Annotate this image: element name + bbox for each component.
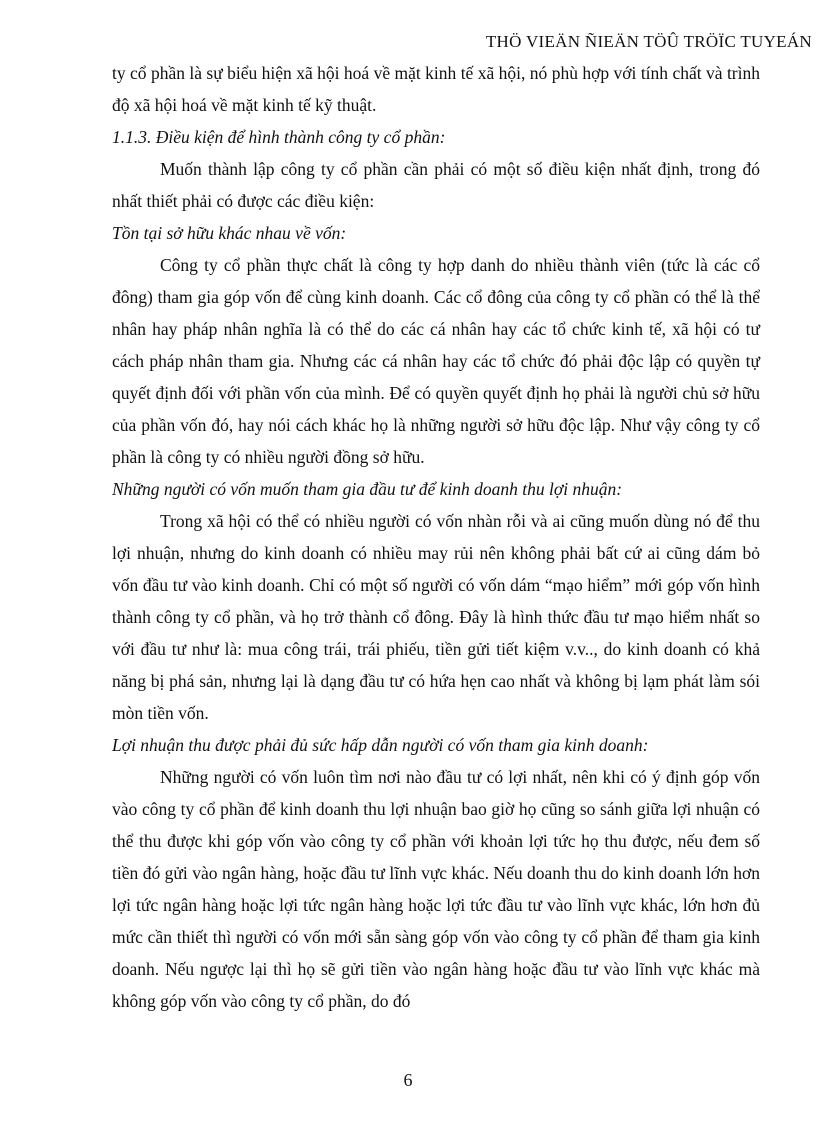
- page-number: 6: [403, 1070, 413, 1090]
- paragraph: Những người có vốn luôn tìm nơi nào đầu tư có lợi nhất, nên khi có ý định góp vốn vào công ty cổ phần để kinh doanh thu lợi nhuận bao giờ họ cũng so sánh giữa lợi nhuận có thể thu được khi góp vốn vào công ty cổ phần với khoản lợi tức họ thu được, nếu đem số tiền đó gửi vào ngân hàng, hoặc đầu tư lĩnh vực khác. Nếu doanh thu do kinh doanh lớn hơn lợi tức ngân hàng hoặc lợi tức ngân hàng hoặc lợi tức đầu tư vào lĩnh vực khác, lớn hơn đủ mức cần thiết thì người có vốn mới sẵn sàng góp vốn vào công ty cổ phần để tham gia kinh doanh. Nếu ngược lại thì họ sẽ gửi tiền vào ngân hàng hoặc đầu tư vào lĩnh vực khác mà không góp vốn vào công ty cổ phần, do đó: [112, 767, 760, 1011]
- section-heading: 1.1.3. Điều kiện để hình thành công ty cổ phần:: [112, 127, 446, 147]
- paragraph-continuation: ty cổ phần là sự biểu hiện xã hội hoá về mặt kinh tế xã hội, nó phù hợp với tính chất và trình độ xã hội hoá về mặt kinh tế kỹ thuật.: [112, 63, 760, 115]
- paragraph: Trong xã hội có thể có nhiều người có vốn nhàn rỗi và ai cũng muốn dùng nó để thu lợi nhuận, nhưng do kinh doanh có nhiều may rủi nên không phải bất cứ ai cũng dám bỏ vốn đầu tư vào kinh doanh. Chỉ có một số người có vốn dám “mạo hiểm” mới góp vốn hình thành công ty cổ phần, và họ trở thành cổ đông. Đây là hình thức đầu tư mạo hiểm nhất so với đầu tư như là: mua công trái, trái phiếu, tiền gửi tiết kiệm v.v.., do kinh doanh có khả năng bị phá sản, nhưng lại là dạng đầu tư có hứa hẹn cao nhất và không bị lạm phát làm sói mòn tiền vốn.: [112, 511, 760, 723]
- paragraph: Công ty cổ phần thực chất là công ty hợp danh do nhiều thành viên (tức là các cổ đông) tham gia góp vốn để cùng kinh doanh. Các cổ đông của công ty cổ phần có thể là thể nhân hay pháp nhân nghĩa là có thể do các cá nhân hay các tổ chức kinh tế, xã hội có tư cách pháp nhân tham gia. Nhưng các cá nhân hay các tổ chức đó phải độc lập có quyền tự quyết định đối với phần vốn của mình. Để có quyền quyết định họ phải là người chủ sở hữu của phần vốn đó, hay nói cách khác họ là những người sở hữu độc lập. Như vậy công ty cổ phần là công ty có nhiều người đồng sở hữu.: [112, 255, 760, 467]
- subheading: Lợi nhuận thu được phải đủ sức hấp dẫn người có vốn tham gia kinh doanh:: [112, 735, 649, 755]
- subheading: Tồn tại sở hữu khác nhau về vốn:: [112, 223, 347, 243]
- subheading: Những người có vốn muốn tham gia đầu tư để kinh doanh thu lợi nhuận:: [112, 479, 623, 499]
- running-header: THÖ VIEÄN ÑIEÄN TÖÛ TRÖÏC TUYEÁN: [485, 32, 812, 51]
- paragraph: Muốn thành lập công ty cổ phần cần phải có một số điều kiện nhất định, trong đó nhất thiết phải có được các điều kiện:: [112, 159, 760, 211]
- page-body: [112, 57, 760, 1017]
